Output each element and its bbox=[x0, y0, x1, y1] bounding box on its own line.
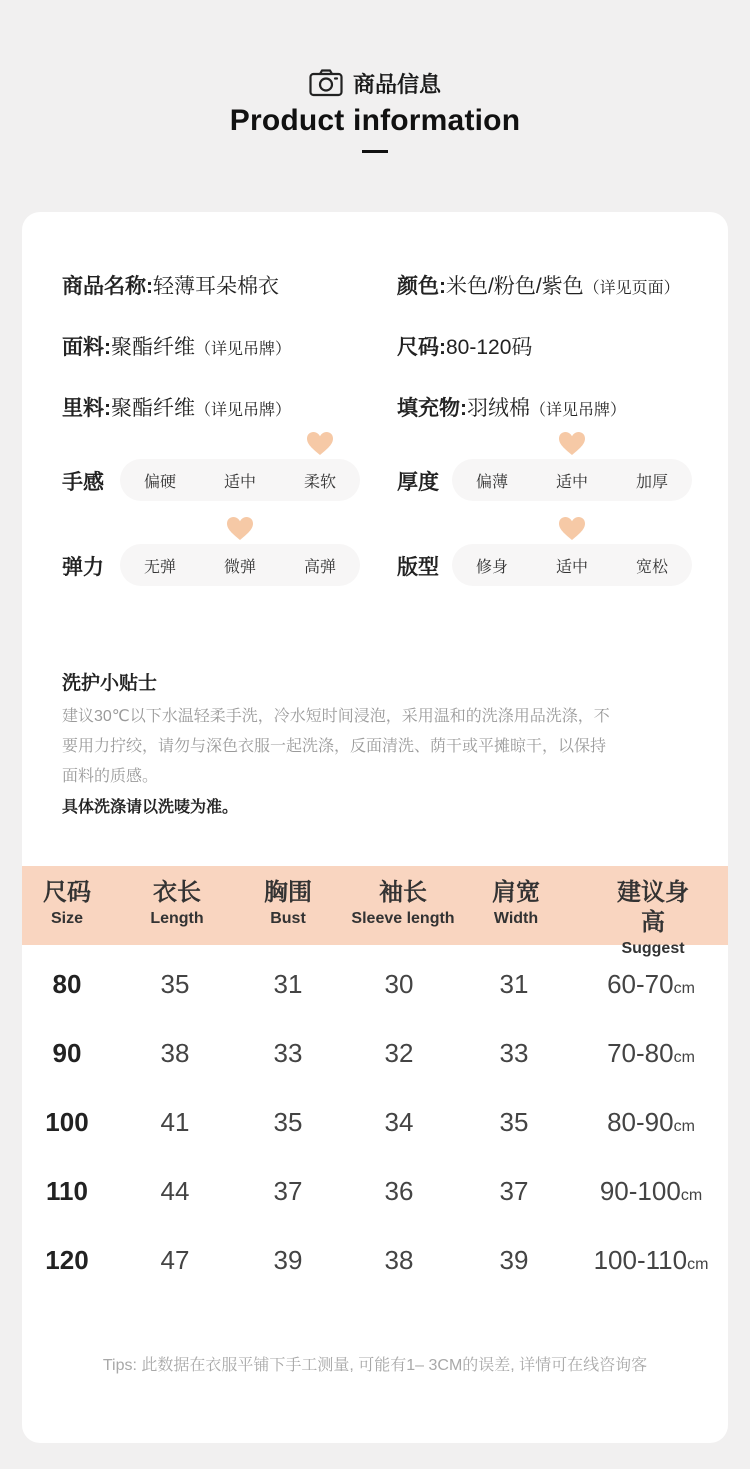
rating-label-elasticity: 弹力 bbox=[62, 556, 104, 579]
cell-height-value: 70-80 bbox=[607, 1038, 674, 1068]
column-header bbox=[351, 878, 454, 930]
cell-size: 120 bbox=[45, 1245, 89, 1275]
rating-option-selected bbox=[280, 469, 360, 492]
column-header-cn: 肩宽 bbox=[492, 879, 540, 906]
rating-option: 加厚 bbox=[635, 473, 668, 491]
care-line: 建议30℃以下水温轻柔手洗，冷水短时间浸泡，采用温和的洗涤用品洗涤，不 bbox=[62, 708, 610, 725]
care-line: 要用力拧绞，请勿与深色衣服一起洗涤，反面清洗、荫干或平摊晾干，以保持 bbox=[62, 738, 607, 755]
rating-scale-elasticity bbox=[120, 544, 360, 586]
column-header-cn: 袖长 bbox=[379, 879, 427, 906]
product-name-label: 商品名称: bbox=[62, 275, 153, 298]
rating-option: 无弹 bbox=[143, 558, 176, 576]
header-divider bbox=[362, 150, 388, 153]
cell-height bbox=[607, 1107, 695, 1138]
heart-icon bbox=[558, 516, 586, 542]
rating-option: 宽松 bbox=[635, 558, 668, 576]
camera-icon bbox=[309, 69, 343, 97]
table-row bbox=[22, 1107, 728, 1147]
cell-width: 31 bbox=[499, 969, 529, 999]
heart-icon bbox=[226, 516, 254, 542]
rating-option-label: 适中 bbox=[555, 558, 588, 576]
fabric-note: （详见吊牌） bbox=[195, 341, 292, 358]
cell-length: 35 bbox=[160, 969, 190, 999]
cell-sleeve: 36 bbox=[384, 1176, 414, 1206]
cell-size: 90 bbox=[52, 1038, 82, 1068]
header-title-cn: 商品信息 bbox=[352, 71, 441, 97]
heart-icon bbox=[558, 431, 586, 457]
care-note: 具体洗涤请以洗唛为准。 bbox=[62, 799, 239, 816]
care-title: 洗护小贴士 bbox=[62, 673, 158, 694]
column-header-cn: 胸围 bbox=[264, 879, 312, 906]
cell-size: 100 bbox=[45, 1107, 89, 1137]
table-row bbox=[22, 969, 728, 1009]
rating-scale-thickness bbox=[452, 459, 692, 501]
lining-note: （详见吊牌） bbox=[195, 402, 292, 419]
rating-option-label: 柔软 bbox=[303, 473, 336, 491]
cell-height bbox=[607, 969, 695, 1000]
cell-height-value: 60-70 bbox=[607, 969, 674, 999]
column-header-cn: 衣长 bbox=[152, 879, 201, 906]
cell-length: 41 bbox=[160, 1107, 190, 1137]
column-header-cn: 尺码 bbox=[43, 879, 91, 906]
cell-height bbox=[607, 1038, 695, 1069]
table-row bbox=[22, 1038, 728, 1078]
column-header bbox=[150, 878, 203, 930]
filling-label: 填充物: bbox=[397, 397, 467, 420]
column-header-en: Suggest bbox=[621, 940, 685, 957]
measurement-tips: Tips: 此数据在衣服平铺下手工测量, 可能有1– 3CM的误差, 详情可在线咨询客 bbox=[102, 1357, 648, 1374]
cell-size: 80 bbox=[52, 969, 82, 999]
rating-option-label: 适中 bbox=[555, 473, 588, 491]
cell-size: 110 bbox=[46, 1176, 88, 1206]
rating-label-fit: 版型 bbox=[397, 556, 439, 579]
cell-bust: 39 bbox=[273, 1245, 303, 1275]
cell-width: 33 bbox=[499, 1038, 529, 1068]
care-body bbox=[62, 702, 702, 792]
cell-height-value: 80-90 bbox=[607, 1107, 674, 1137]
cell-width: 35 bbox=[499, 1107, 529, 1137]
rating-option-selected bbox=[532, 554, 612, 577]
column-header-en: Sleeve length bbox=[351, 910, 455, 927]
cell-height-unit: cm bbox=[687, 1256, 709, 1273]
heart-icon bbox=[306, 431, 334, 457]
column-header bbox=[43, 878, 91, 930]
size-range-row bbox=[397, 331, 532, 361]
column-header-en: Size bbox=[50, 910, 83, 927]
rating-option: 适中 bbox=[223, 473, 256, 491]
info-card bbox=[22, 212, 728, 1443]
rating-scale-feel bbox=[120, 459, 360, 501]
cell-length: 47 bbox=[160, 1245, 190, 1275]
column-header-en: Bust bbox=[270, 910, 306, 927]
cell-length: 38 bbox=[160, 1038, 190, 1068]
cell-bust: 33 bbox=[273, 1038, 303, 1068]
lining-row bbox=[62, 392, 291, 422]
color-row bbox=[397, 270, 680, 300]
cell-sleeve: 38 bbox=[384, 1245, 414, 1275]
care-line: 面料的质感。 bbox=[62, 768, 159, 785]
cell-length: 44 bbox=[160, 1176, 190, 1206]
color-note: （详见页面） bbox=[583, 280, 680, 297]
cell-height-unit: cm bbox=[673, 1049, 695, 1066]
cell-bust: 31 bbox=[273, 969, 303, 999]
size-range-label: 尺码: bbox=[397, 336, 446, 359]
fabric-value: 聚酯纤维 bbox=[111, 336, 195, 359]
rating-option: 偏薄 bbox=[475, 473, 508, 491]
filling-note: （详见吊牌） bbox=[530, 402, 627, 419]
cell-sleeve: 32 bbox=[384, 1038, 414, 1068]
filling-row bbox=[397, 392, 626, 422]
column-header bbox=[264, 878, 312, 930]
fabric-label: 面料: bbox=[62, 336, 111, 359]
cell-bust: 35 bbox=[273, 1107, 303, 1137]
lining-value: 聚酯纤维 bbox=[111, 397, 195, 420]
cell-bust: 37 bbox=[273, 1176, 303, 1206]
color-value: 米色/粉色/紫色 bbox=[446, 275, 584, 298]
column-header bbox=[492, 878, 540, 930]
cell-width: 39 bbox=[499, 1245, 529, 1275]
cell-sleeve: 30 bbox=[384, 969, 414, 999]
cell-height-value: 90-100 bbox=[599, 1176, 681, 1206]
lining-label: 里料: bbox=[62, 397, 111, 420]
cell-height bbox=[594, 1245, 709, 1276]
cell-sleeve: 34 bbox=[384, 1107, 414, 1137]
color-label: 颜色: bbox=[397, 275, 446, 298]
cell-width: 37 bbox=[499, 1176, 529, 1206]
fabric-row bbox=[62, 331, 291, 361]
column-header-en: Width bbox=[493, 910, 539, 927]
column-header-cn: 建议身高 bbox=[617, 879, 689, 936]
product-name-value: 轻薄耳朵棉衣 bbox=[153, 275, 279, 298]
rating-option: 高弹 bbox=[303, 558, 336, 576]
page-header bbox=[0, 66, 750, 153]
size-table-header bbox=[22, 866, 728, 957]
rating-option: 偏硬 bbox=[143, 473, 176, 491]
cell-height-value: 100-110 bbox=[593, 1245, 688, 1275]
column-header bbox=[616, 878, 691, 960]
rating-option: 修身 bbox=[475, 558, 508, 576]
column-header-en: Length bbox=[150, 910, 204, 927]
rating-option-selected bbox=[200, 554, 280, 577]
rating-option-label: 微弹 bbox=[223, 558, 256, 576]
product-name-row bbox=[62, 270, 279, 300]
table-row bbox=[22, 1176, 728, 1216]
cell-height-unit: cm bbox=[673, 980, 695, 997]
table-row bbox=[22, 1245, 728, 1285]
header-title-en: Product information bbox=[229, 104, 521, 137]
rating-label-thickness: 厚度 bbox=[397, 471, 439, 494]
rating-scale-fit bbox=[452, 544, 692, 586]
cell-height-unit: cm bbox=[673, 1118, 695, 1135]
size-range-value: 80-120码 bbox=[446, 336, 533, 359]
cell-height bbox=[600, 1176, 702, 1207]
rating-label-feel: 手感 bbox=[62, 471, 104, 494]
header-cn-row bbox=[0, 66, 750, 100]
filling-value: 羽绒棉 bbox=[467, 397, 530, 420]
cell-height-unit: cm bbox=[680, 1187, 703, 1204]
rating-option-selected bbox=[532, 469, 612, 492]
